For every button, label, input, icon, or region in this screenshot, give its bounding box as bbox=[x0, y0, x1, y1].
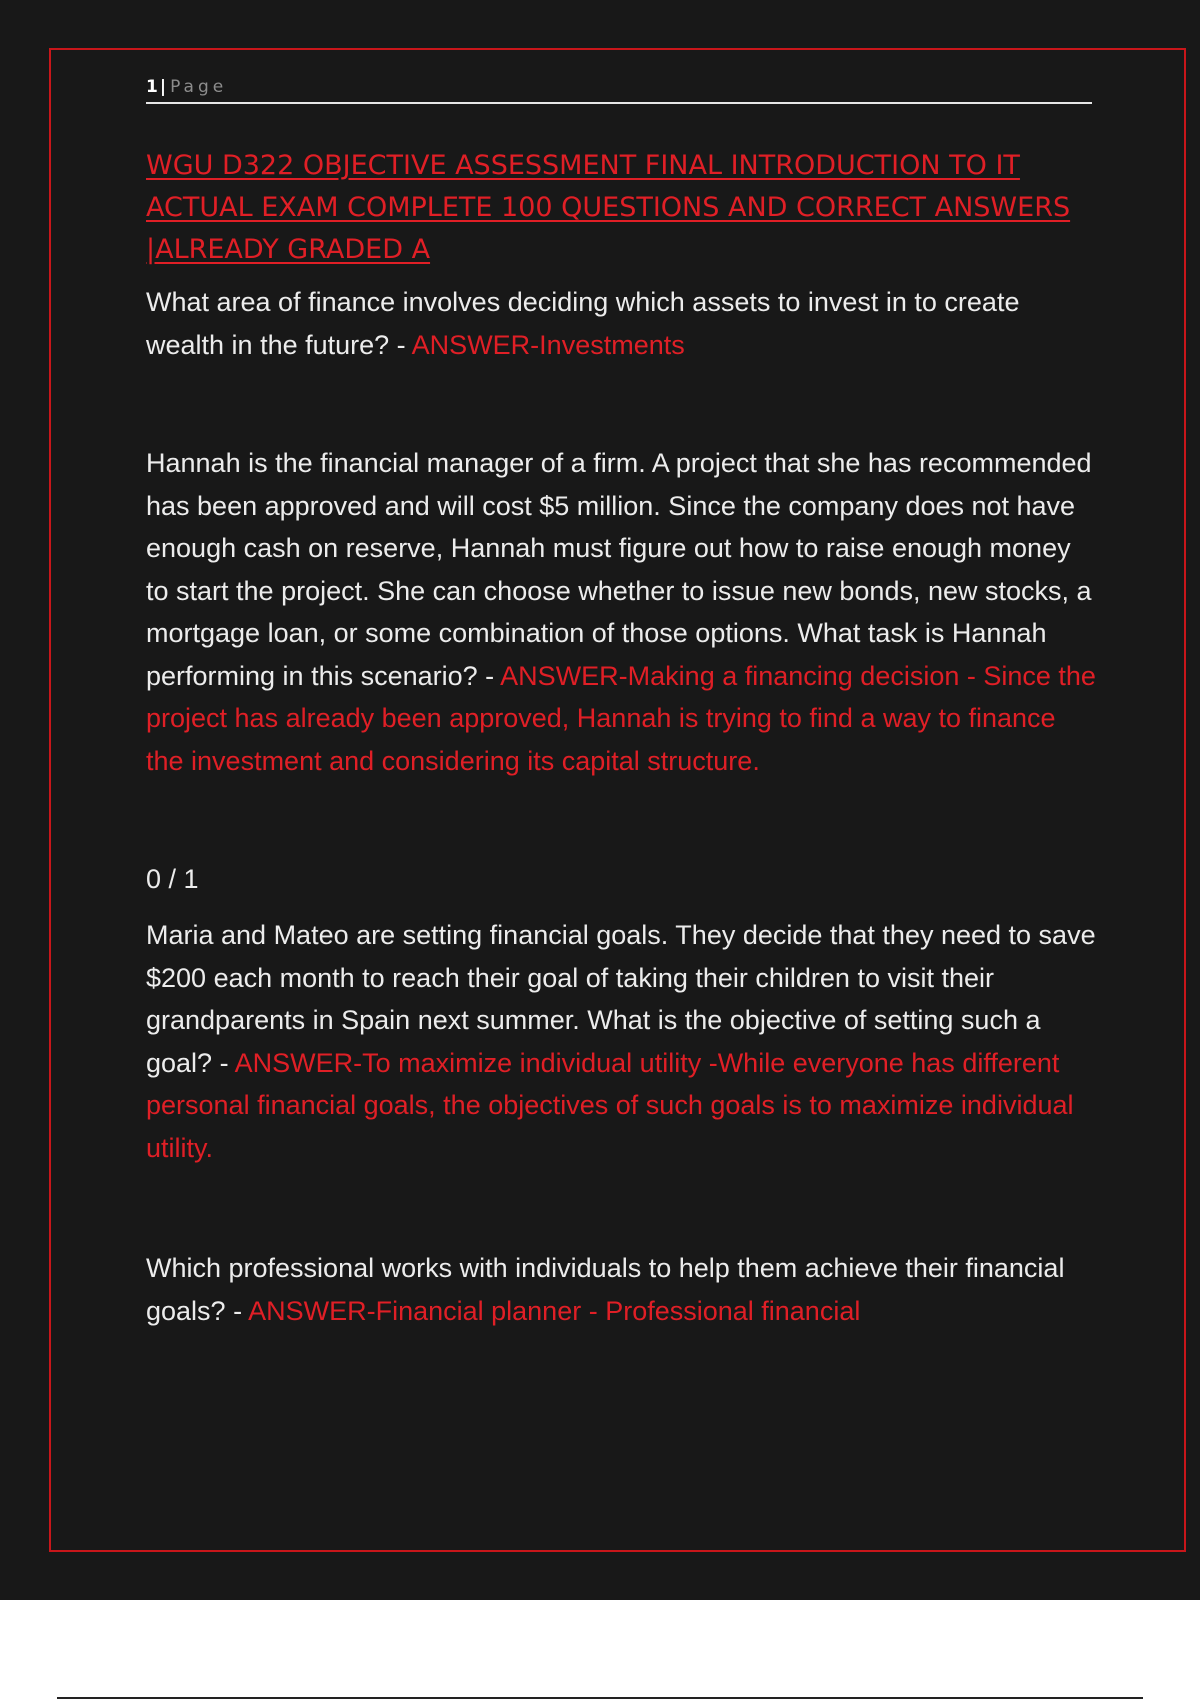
document-title: WGU D322 OBJECTIVE ASSESSMENT FINAL INTRODUCTION TO IT ACTUAL EXAM COMPLETE 100 QUESTIONS AND CORRECT ANSWERS |ALREADY GRADED A bbox=[146, 150, 1071, 265]
question-block-3 bbox=[146, 914, 1096, 1169]
question-block-1 bbox=[146, 281, 1096, 366]
score-label: 0 / 1 bbox=[146, 864, 199, 894]
page-header bbox=[146, 74, 1092, 104]
answer-text: ANSWER-Investments bbox=[411, 329, 685, 360]
question-text: Hannah is the financial manager of a firm. A project that she has recommended has been approved and will cost $5 million. Since the company does not have enough cash on reserve, Hannah must figure out how to raise enough money to start the project. She can choose whether to issue new bonds, new stocks, a mortgage loan, or some combination of those options. What task is Hannah performing in this scenario? - bbox=[146, 448, 1092, 691]
header-separator: | bbox=[159, 77, 167, 97]
question-block-2 bbox=[146, 442, 1096, 782]
document-content bbox=[146, 145, 1096, 1332]
question-text: Maria and Mateo are setting financial goals. They decide that they need to save $200 each month to reach their goal of taking their children to visit their grandparents in Spain next summer. What is the objective of setting such a goal? - bbox=[146, 920, 1096, 1078]
next-page-header-rule bbox=[57, 1697, 1143, 1699]
question-block-4 bbox=[146, 1247, 1096, 1332]
question-text: What area of finance involves deciding which assets to invest in to create wealth in the future? - bbox=[146, 287, 1020, 360]
question-text: Which professional works with individuals to help them achieve their financial goals? - bbox=[146, 1253, 1065, 1326]
page-number: 1 bbox=[146, 77, 158, 97]
answer-text: ANSWER-Financial planner - Professional financial bbox=[248, 1295, 861, 1326]
answer-text: ANSWER-Making a financing decision - Since the project has already been approved, Hannah is trying to find a way to finance the investment and considering its capital structure. bbox=[146, 660, 1096, 776]
answer-text: ANSWER-To maximize individual utility -While everyone has different personal financial goals, the objectives of such goals is to maximize individual utility. bbox=[146, 1047, 1074, 1163]
page-word: Page bbox=[170, 77, 228, 97]
